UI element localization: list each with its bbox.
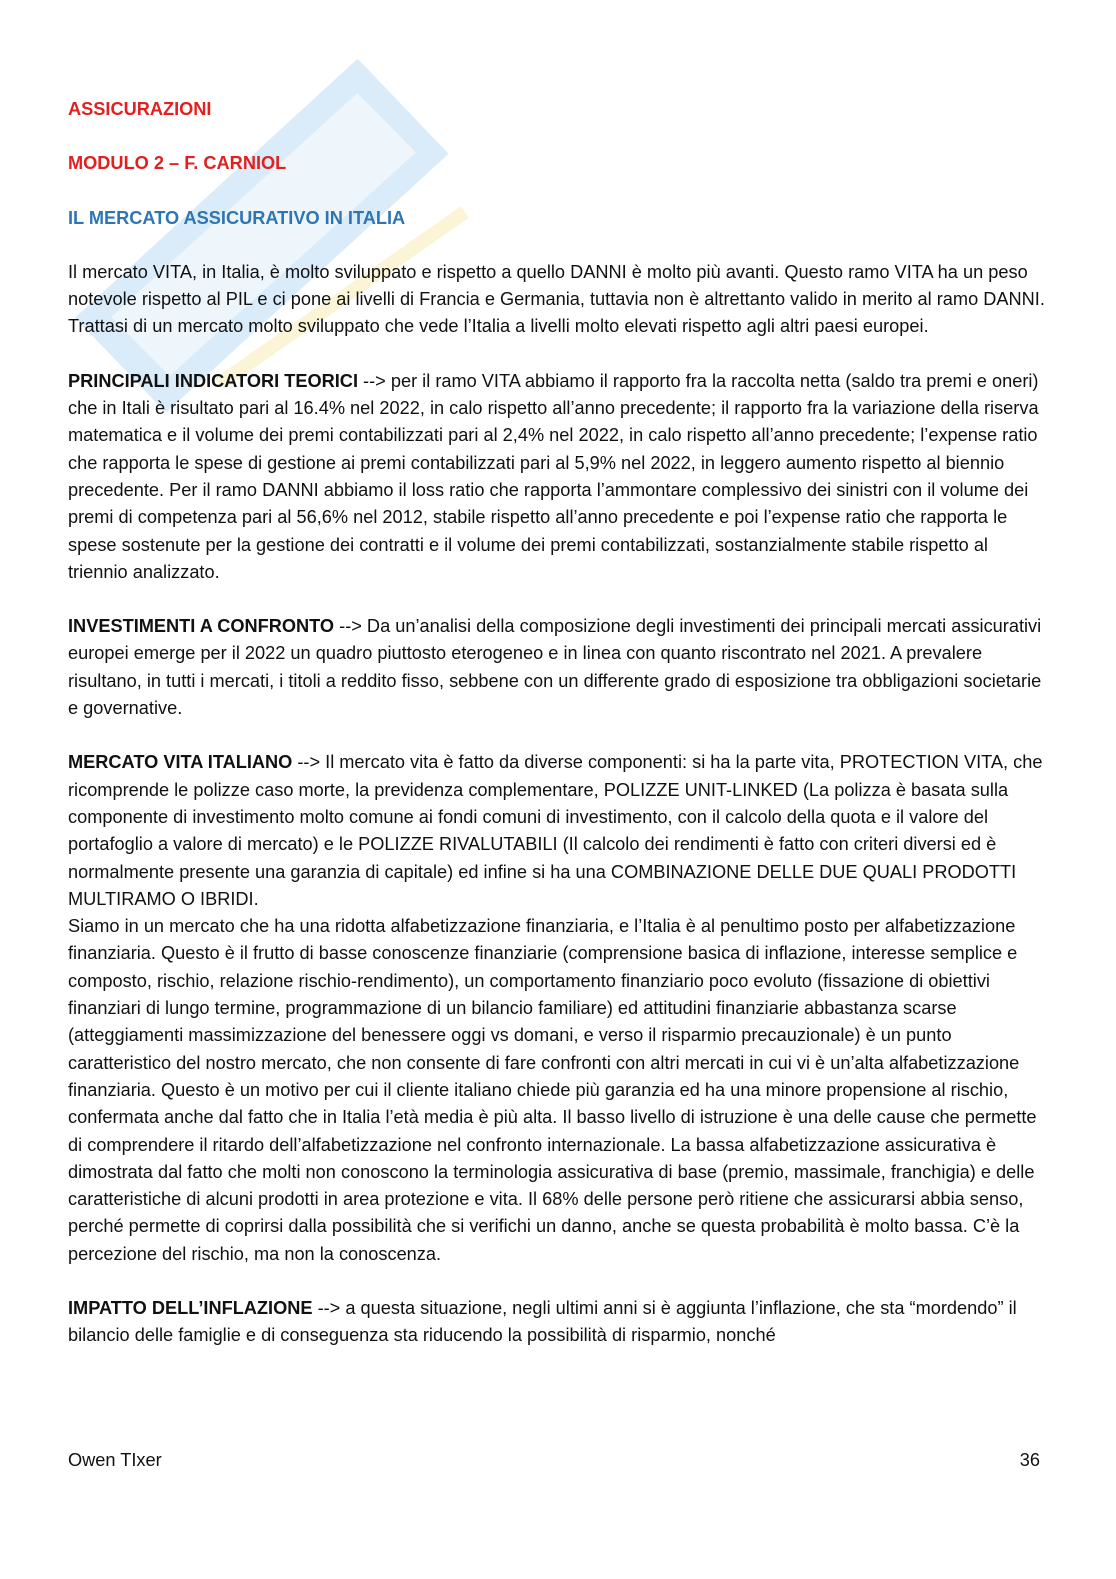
footer-page-number: 36 — [1019, 1450, 1040, 1470]
paragraph-investimenti-text: --> Da un’analisi della composizione degli investimenti dei principali mercati assicurativi europei emerge per il 2022 un quadro piuttosto eterogeneo e in linea con quanto riscontrato nel 2021. A prevalere risultano, in tutti i mercati, i titoli a reddito fisso, sebbene con un differente grado di esposizione tra obbligazioni societarie e governative. — [68, 616, 1042, 719]
course-heading: ASSICURAZIONI — [68, 99, 212, 119]
paragraph-mercato-vita-lead: MERCATO VITA ITALIANO — [68, 752, 293, 773]
paragraph-investimenti-lead: INVESTIMENTI A CONFRONTO — [68, 616, 335, 637]
paragraph-indicatori-text: --> per il ramo VITA abbiamo il rapporto fra la raccolta netta (saldo tra premi e oneri) che in Itali è risultato pari al 16.4% nel 2022, in calo rispetto all’anno precedente; il rapporto fra la variazione della riserva matematica e il volume dei premi contabilizzati pari al 2,4% nel 2022, in calo rispetto all’anno precedente; l’expense ratio che rapporta le spese di gestione ai premi contabilizzati pari al 5,9% nel 2022, in leggero aumento rispetto al biennio precedente. Per il ramo DANNI abbiamo il loss ratio che rapporta l’ammontare complessivo dei sinistri con il volume dei premi di competenza pari al 56,6% nel 2012, stabile rispetto all’anno precedente e poi l’expense ratio che rapporta le spese sostenute per la gestione dei contratti e il volume dei premi contabilizzati, sostanzialmente stabile rispetto al triennio analizzato. — [68, 370, 1039, 582]
paragraph-indicatori — [68, 368, 1048, 586]
paragraph-investimenti — [68, 613, 1048, 722]
paragraph-mercato-vita-text: --> Il mercato vita è fatto da diverse componenti: si ha la parte vita, PROTECTION VITA, che ricomprende le polizze caso morte, la previdenza complementare, POLIZZE UNIT-LINKED (La polizza è basata sulla componente di investimento molto comune ai fondi comuni di investimento, con il calcolo della quota e il valore del portafoglio a valore di mercato) e le POLIZZE RIVALUTABILI (Il calcolo dei rendimenti è fatto con criteri diversi ed è normalmente presente una garanzia di capitale) ed infine si ha una COMBINAZIONE DELLE DUE QUALI PRODOTTI MULTIRAMO O IBRIDI. — [68, 752, 1043, 909]
paragraph-indicatori-lead: PRINCIPALI INDICATORI TEORICI — [68, 370, 358, 391]
paragraph-inflazione — [68, 1295, 1048, 1350]
footer-author: Owen TIxer — [68, 1450, 162, 1470]
section-heading: IL MERCATO ASSICURATIVO IN ITALIA — [68, 207, 406, 228]
paragraph-inflazione-text: --> a questa situazione, negli ultimi anni si è aggiunta l’inflazione, che sta “mordendo” il bilancio delle famiglie e di conseguenza sta riducendo la possibilità di risparmio, nonché — [68, 1297, 1017, 1346]
paragraph-alfabetizzazione: Siamo in un mercato che ha una ridotta alfabetizzazione finanziaria, e l’Italia è al penultimo posto per alfabetizzazione finanziaria. Questo è il frutto di basse conoscenze finanziarie (comprensione basica di inflazione, interesse semplice e composto, rischio, relazione rischio-rendimento), un comportamento finanziario poco evoluto (fissazione di obiettivi finanziari di lungo termine, programmazione di un bilancio familiare) ed attitudini finanziarie abbastanza scarse (atteggiamenti massimizzazione del benessere oggi vs domani, e verso il risparmio precauzionale) è un punto caratteristico del nostro mercato, che non consente di fare confronti con altri mercati in cui vi è un’alta alfabetizzazione finanziaria. Questo è un motivo per cui il cliente italiano chiede più garanzia ed ha una minore propensione al rischio, confermata anche dal fatto che in Italia l’età media è più alta. Il basso livello di istruzione è una delle cause che permette di comprendere il ritardo dell’alfabetizzazione nel confronto internazionale. La bassa alfabetizzazione assicurativa è dimostrata dal fatto che molti non conoscono la terminologia assicurativa di base (premio, massimale, franchigia) e delle caratteristiche di alcuni prodotti in area protezione e vita. Il 68% delle persone però ritiene che assicurarsi abbia senso, perché permette di coprirsi dalla possibilità che si verifichi un danno, anche se questa probabilità è molto bassa. C’è la percezione del rischio, ma non la conoscenza. — [68, 916, 1037, 1264]
module-heading: MODULO 2 – F. CARNIOL — [68, 153, 287, 174]
paragraph-mercato-vita — [68, 749, 1048, 913]
paragraph-inflazione-lead: IMPATTO DELL’INFLAZIONE — [68, 1297, 313, 1318]
paragraph-intro: Il mercato VITA, in Italia, è molto sviluppato e rispetto a quello DANNI è molto più avanti. Questo ramo VITA ha un peso notevole rispetto al PIL e ci pone ai livelli di Francia e Germania, tuttavia non è altrettanto valido in merito al ramo DANNI. Trattasi di un mercato molto sviluppato che vede l’Italia a livelli molto elevati rispetto agli altri paesi europei. — [68, 261, 1045, 337]
document-content — [68, 96, 1048, 1350]
